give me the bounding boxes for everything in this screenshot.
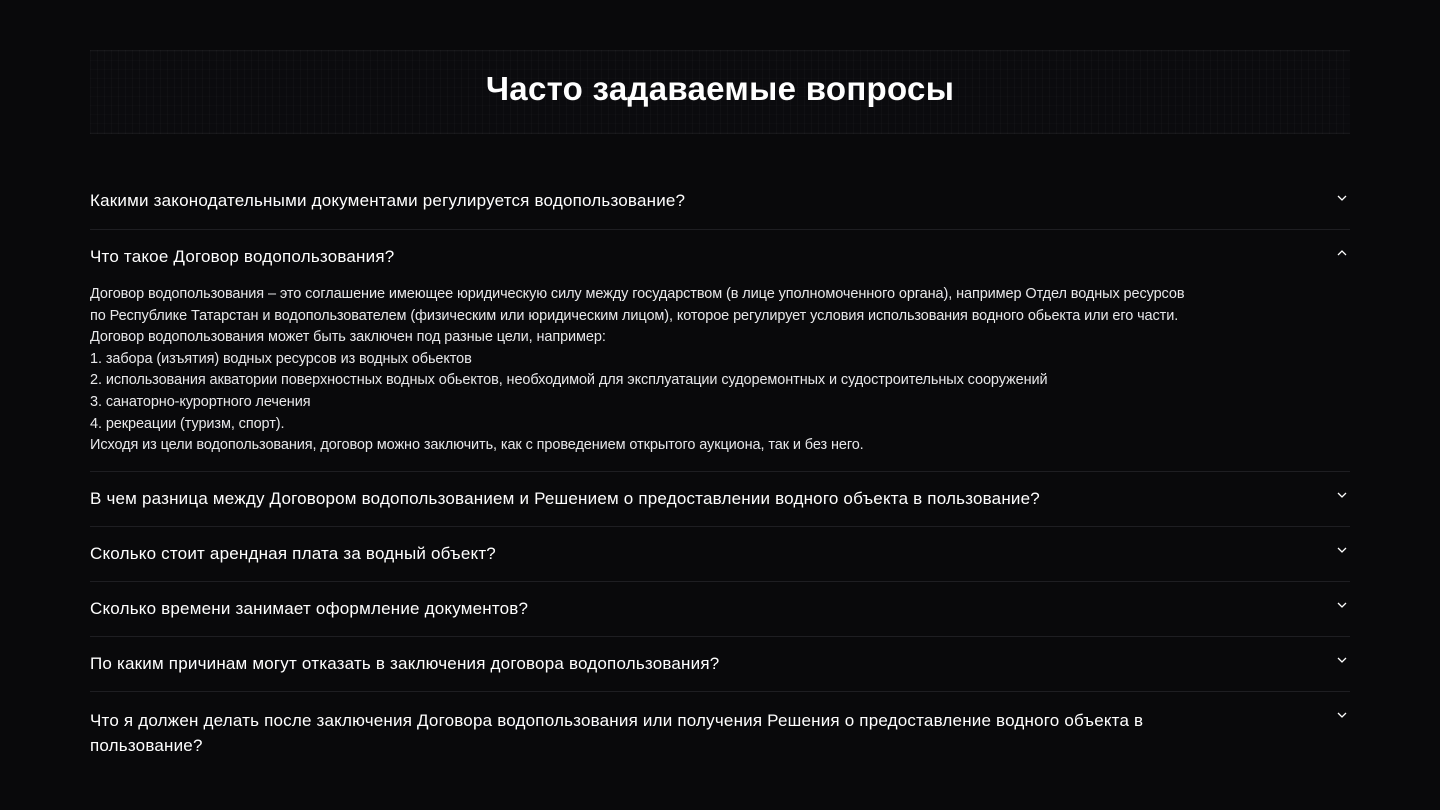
faq-question-toggle[interactable] <box>90 692 1350 758</box>
faq-item <box>90 527 1350 582</box>
chevron-down-icon <box>1336 601 1348 609</box>
faq-question-toggle[interactable] <box>90 637 1350 675</box>
chevron-down-icon <box>1336 194 1348 202</box>
faq-answer <box>90 284 1350 471</box>
faq-question-toggle[interactable] <box>90 230 1350 268</box>
faq-question-text: Что я должен делать после заключения Договора водопользования или получения Решения о предоставление водного объекта в пользование? <box>90 711 1144 755</box>
answer-line: Договор водопользования может быть заключен под разные цели, например: <box>90 329 606 346</box>
answer-line: 4. рекреации (туризм, спорт). <box>90 415 285 432</box>
answer-line: Исходя из цели водопользования, договор можно заключить, как с проведением открытого аукциона, так и без него. <box>90 437 864 454</box>
page-title: Часто задаваемые вопросы <box>485 70 955 107</box>
faq-question-toggle[interactable] <box>90 175 1350 212</box>
faq-item <box>90 582 1350 637</box>
chevron-up-icon <box>1336 249 1348 257</box>
faq-question-toggle[interactable] <box>90 582 1350 620</box>
faq-item <box>90 175 1350 230</box>
faq-question-text: Сколько стоит арендная плата за водный объект? <box>90 544 496 563</box>
chevron-down-icon <box>1336 656 1348 664</box>
faq-item <box>90 472 1350 527</box>
chevron-down-icon <box>1336 491 1348 499</box>
faq-item <box>90 637 1350 692</box>
faq-question-text: Что такое Договор водопользования? <box>90 247 395 266</box>
chevron-down-icon <box>1336 546 1348 554</box>
faq-list <box>90 175 1350 772</box>
answer-line: Договор водопользования – это соглашение имеющее юридическую силу между государством (в лице уполномоченного органа), например Отдел водных ресурсов <box>90 286 1185 302</box>
answer-line: по Республике Татарстан и водопользователем (физическим или юридическим лицом), которое регулирует условия использования водного обьекта или его части. <box>90 307 1179 324</box>
faq-question-text: В чем разница между Договором водопользованием и Решением о предоставлении водного объекта в пользование? <box>90 489 1040 508</box>
faq-question-text: По каким причинам могут отказать в заключения договора водопользования? <box>90 654 720 673</box>
faq-item <box>90 230 1350 472</box>
answer-line: 2. использования акватории поверхностных водных обьектов, необходимой для эксплуатации судоремонтных и судостроительных сооружений <box>90 372 1048 389</box>
chevron-down-icon <box>1336 711 1348 719</box>
faq-question-text: Какими законодательными документами регулируется водопользование? <box>90 191 686 210</box>
faq-item <box>90 692 1350 772</box>
faq-question-text: Сколько времени занимает оформление документов? <box>90 599 529 618</box>
answer-line: 1. забора (изъятия) водных ресурсов из водных обьектов <box>90 350 472 367</box>
faq-question-toggle[interactable] <box>90 527 1350 565</box>
faq-question-toggle[interactable] <box>90 472 1350 510</box>
answer-line: 3. санаторно-курортного лечения <box>90 393 311 410</box>
